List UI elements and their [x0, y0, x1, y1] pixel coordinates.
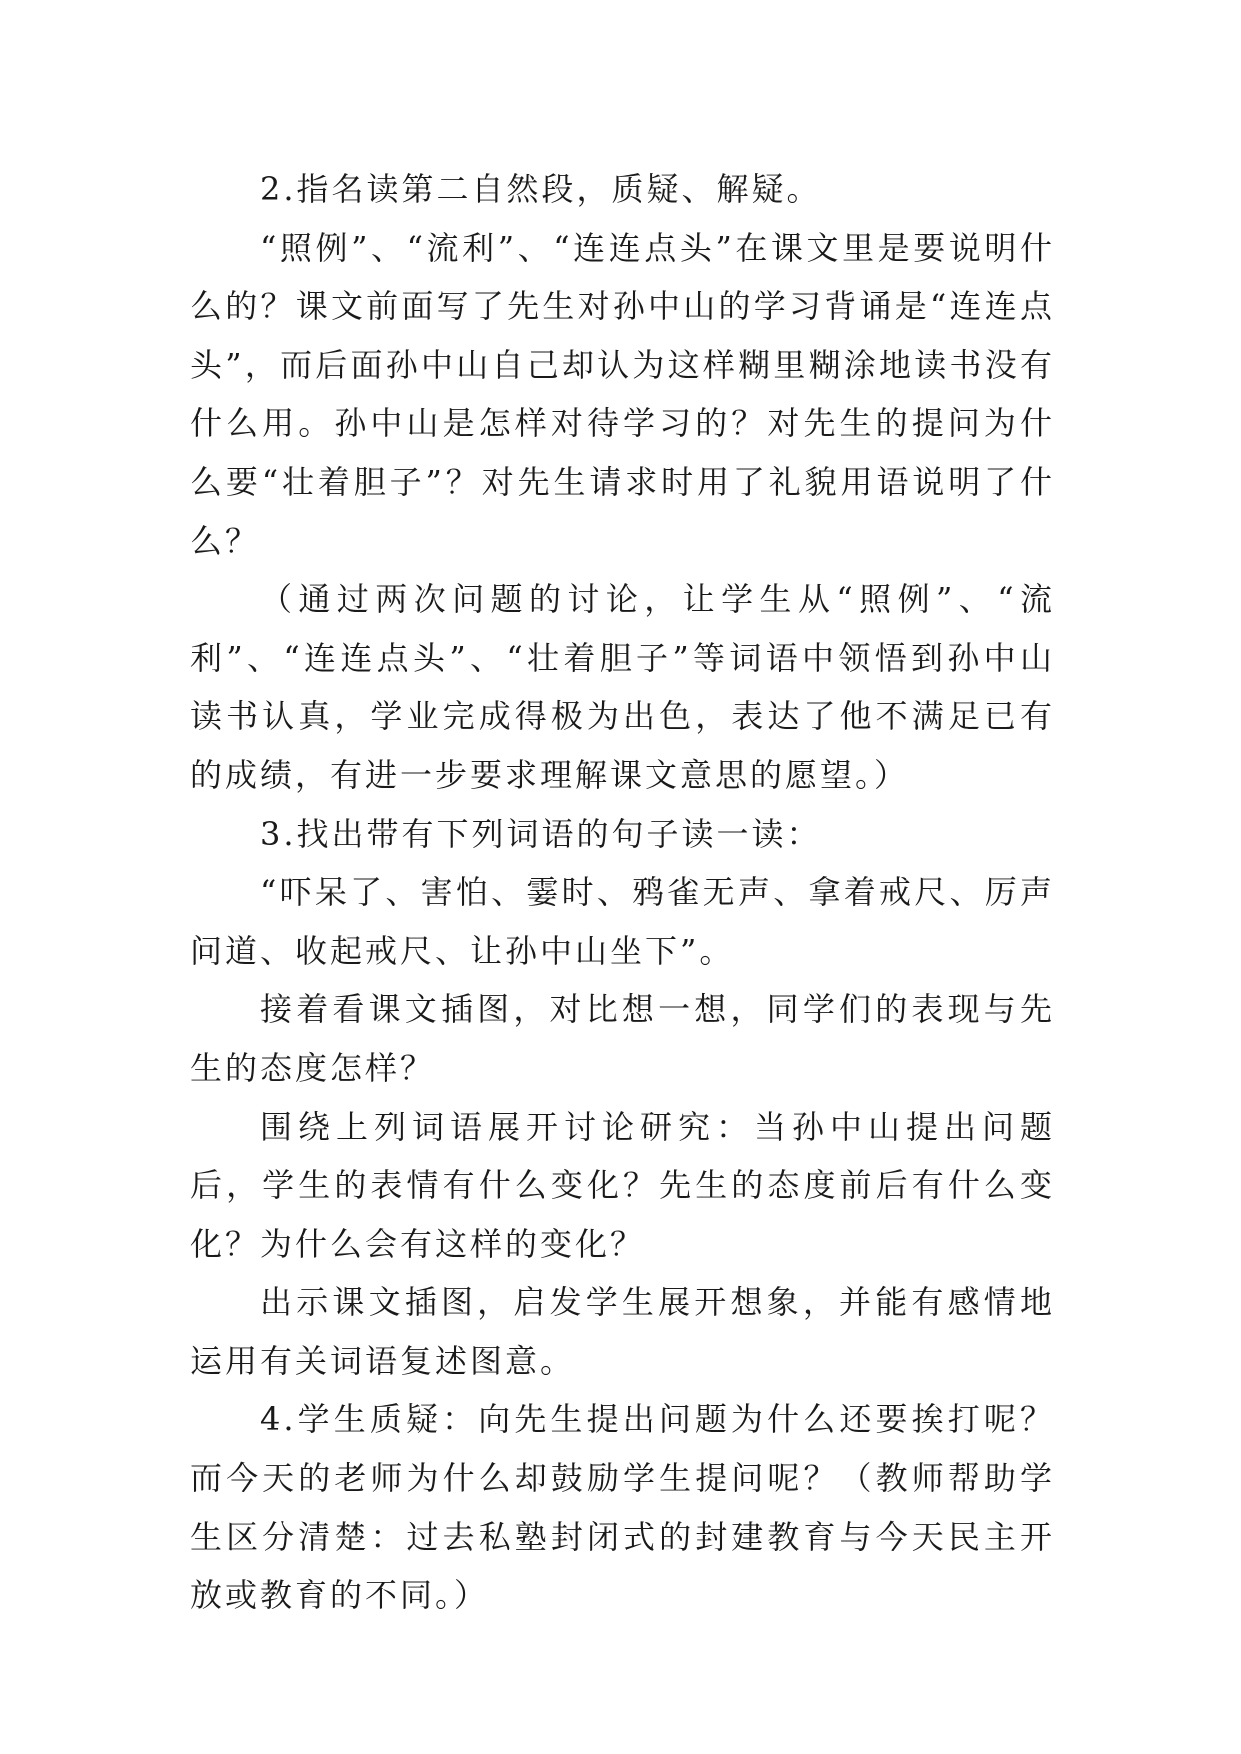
paragraph-step-3-illustration: 接着看课文插图，对比想一想，同学们的表现与先生的态度怎样？: [190, 990, 1055, 1087]
paragraph-step-2-heading: 2.指名读第二自然段，质疑、解疑。: [260, 170, 822, 208]
paragraph-step-2-questions: “照例”、“流利”、“连连点头”在课文里是要说明什么的？课文前面写了先生对孙中山的学习背诵是“连连点头”，而后面孙中山自己却认为这样糊里糊涂地读书没有什么用。孙中山是怎样对待学习的？对先生的提问为什么要“壮着胆子”？对先生请求时用了礼貌用语说明了什么？: [190, 228, 1055, 560]
paragraph-step-4: 4.学生质疑：向先生提出问题为什么还要挨打呢？而今天的老师为什么却鼓励学生提问呢？（教师帮助学生区分清楚：过去私塾封闭式的封建教育与今天民主开放或教育的不同。）: [190, 1400, 1055, 1615]
document-body: [190, 160, 1055, 1625]
paragraph-step-3-discussion: 围绕上列词语展开讨论研究：当孙中山提出问题后，学生的表情有什么变化？先生的态度前后有什么变化？为什么会有这样的变化？: [190, 1107, 1055, 1263]
paragraph-step-3-heading: 3.找出带有下列词语的句子读一读：: [260, 814, 822, 853]
paragraph-step-3-word-list: “吓呆了、害怕、霎时、鸦雀无声、拿着戒尺、厉声问道、收起戒尺、让孙中山坐下”。: [190, 873, 1055, 970]
paragraph-step-2-note: （通过两次问题的讨论，让学生从“照例”、“流利”、“连连点头”、“壮着胆子”等词语中领悟到孙中山读书认真，学业完成得极为出色，表达了他不满足已有的成绩，有进一步要求理解课文意思的愿望。）: [190, 580, 1055, 794]
paragraph-step-3-retelling: 出示课文插图，启发学生展开想象，并能有感情地运用有关词语复述图意。: [190, 1283, 1055, 1380]
